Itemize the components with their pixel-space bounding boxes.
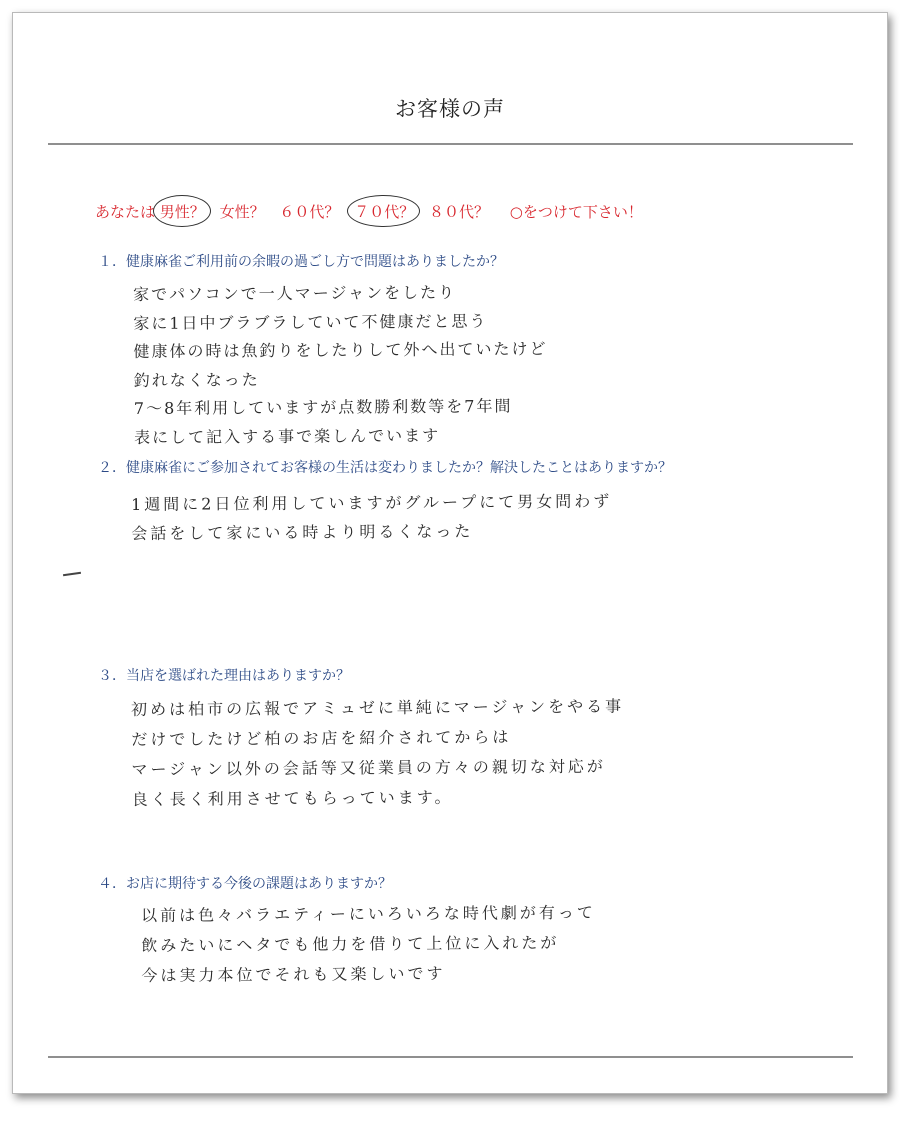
answer-2 xyxy=(131,488,612,548)
answer-line: 7〜8年利用していますが点数勝利数等を7年間 xyxy=(133,396,513,418)
question-number: ４． xyxy=(98,876,126,892)
answer-line: 初めは柏市の広報でアミュゼに単純にマージャンをやる事 xyxy=(131,696,625,719)
question-4 xyxy=(98,873,392,893)
page-title: お客様の声 xyxy=(395,97,505,121)
survey-instruction: ○をつけて下さい！ xyxy=(509,203,643,221)
bottom-divider xyxy=(48,1056,853,1058)
question-text: 健康麻雀ご利用前の余暇の過ごし方で問題はありましたか？ xyxy=(126,254,504,270)
answer-line: 飲みたいにヘタでも他力を借りて上位に入れたが xyxy=(141,933,560,955)
question-text: 当店を選ばれた理由はありますか？ xyxy=(126,668,350,684)
question-1 xyxy=(98,251,504,271)
answer-line: 以前は色々バラエティーにいろいろな時代劇が有って xyxy=(141,902,596,925)
answer-line: 1週間に2日位利用していますがグループにて男女問わず xyxy=(131,491,613,514)
option-male: 男性？ xyxy=(159,203,205,221)
answer-line: 家に1日中ブラブラしていて不健康だと思う xyxy=(133,311,488,333)
answer-line: だけでしたけど柏のお店を紹介されてからは xyxy=(131,727,512,749)
question-2 xyxy=(98,457,672,477)
demographic-line xyxy=(95,201,643,222)
answer-line: 表にして記入する事で楽しんでいます xyxy=(134,425,441,447)
answer-3 xyxy=(131,692,625,815)
top-divider xyxy=(48,143,853,145)
option-female: 女性？ xyxy=(219,203,265,221)
pen-mark xyxy=(63,572,81,576)
question-number: １． xyxy=(98,254,126,270)
answer-4 xyxy=(141,898,596,991)
survey-sheet xyxy=(12,12,888,1094)
question-number: ３． xyxy=(98,668,126,684)
question-3 xyxy=(98,665,350,685)
answer-line: 良く長く利用させてもらっています。 xyxy=(131,787,454,809)
answer-line: 今は実力本位でそれも又楽しいです xyxy=(141,963,446,985)
option-60s: ６０代？ xyxy=(279,203,340,221)
survey-prefix: あなたは xyxy=(95,203,156,221)
question-number: ２． xyxy=(98,460,126,476)
question-text: お店に期待する今後の課題はありますか？ xyxy=(126,876,392,892)
question-text: 健康麻雀にご参加されてお客様の生活は変わりましたか？解決したことはありますか？ xyxy=(126,460,672,476)
answer-line: マージャン以外の会話等又従業員の方々の親切な対応が xyxy=(131,756,606,779)
answer-1 xyxy=(133,278,548,452)
answer-line: 健康体の時は魚釣りをしたりして外へ出ていたけど xyxy=(133,339,548,361)
answer-line: 釣れなくなった xyxy=(133,369,260,390)
answer-line: 家でパソコンで一人マージャンをしたり xyxy=(133,282,457,304)
answer-line: 会話をして家にいる時より明るくなった xyxy=(131,521,474,543)
option-70s: ７０代？ xyxy=(354,203,415,221)
option-80s: ８０代？ xyxy=(428,203,489,221)
